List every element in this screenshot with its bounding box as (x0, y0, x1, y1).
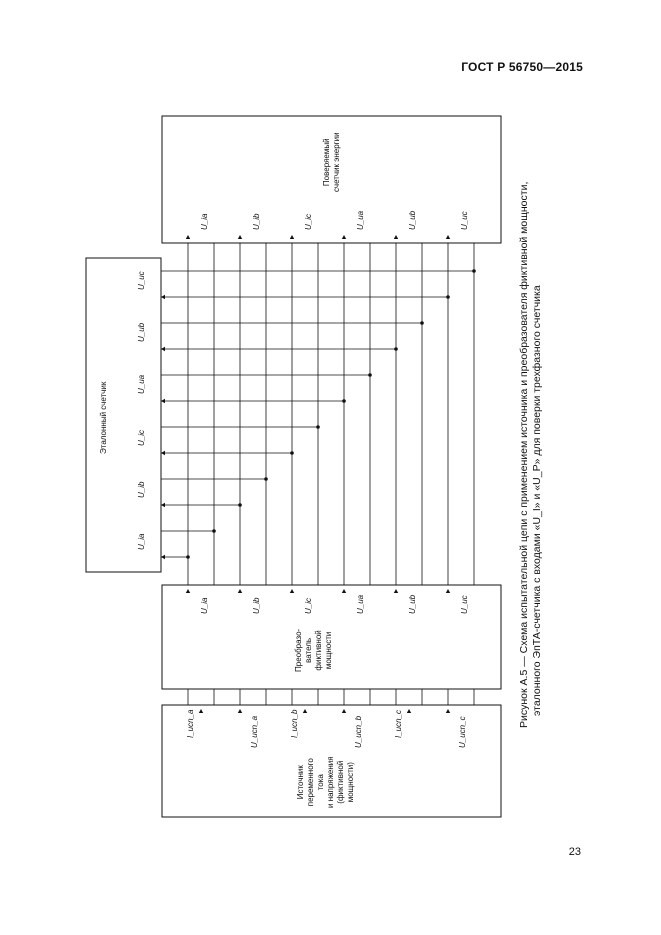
junction-dot (290, 451, 294, 455)
input-arrow (161, 399, 165, 403)
input-arrow (342, 589, 346, 593)
tested-input-label: U_ua (356, 210, 365, 230)
input-arrow (161, 503, 165, 507)
document-header: ГОСТ Р 56750—2015 (461, 60, 583, 74)
junction-dot (420, 321, 424, 325)
input-arrow (446, 589, 450, 593)
input-arrow (186, 589, 190, 593)
converter-output-label: U_ib (252, 597, 261, 614)
page-number: 23 (568, 846, 581, 858)
converter-output-label: U_ia (200, 597, 209, 614)
reference-meter-box (86, 258, 161, 572)
input-arrow (199, 709, 203, 713)
junction-dot (238, 503, 242, 507)
junction-dot (472, 269, 476, 273)
input-arrow (303, 709, 307, 713)
input-arrow (238, 709, 242, 713)
junction-dot (186, 555, 190, 559)
input-arrow (186, 235, 190, 239)
input-arrow (446, 235, 450, 239)
source-output-label: I_ucn_c (394, 709, 403, 738)
input-arrow (238, 589, 242, 593)
source-output-label: U_ucn_c (458, 716, 467, 748)
source-output-label: I_ucn_b (290, 709, 299, 738)
source-output-label: U_ucn_a (250, 715, 259, 748)
junction-dot (368, 373, 372, 377)
converter-output-label: U_ic (304, 597, 313, 614)
junction-dot (316, 425, 320, 429)
reference-input-label: U_uc (137, 271, 146, 290)
junction-dot (212, 529, 216, 533)
junction-dot (342, 399, 346, 403)
converter-output-label: U_uc (460, 595, 469, 614)
input-arrow (342, 235, 346, 239)
tested-input-label: U_ia (200, 213, 209, 230)
junction-dot (446, 295, 450, 299)
input-arrow (342, 709, 346, 713)
converter-output-label: U_ub (408, 594, 417, 614)
input-arrow (161, 295, 165, 299)
reference-meter-label: Эталонный счетчик (99, 381, 108, 454)
input-arrow (407, 709, 411, 713)
input-arrow (161, 555, 165, 559)
tested-input-label: U_uc (460, 211, 469, 230)
figure-caption: Рисунок А.5 — Схема испытательной цепи с применением источника и преобразователя фиктивной мощности, эталонного ЭпТА-счетчика с входами «U_I» и «U_P» для поверки трехфазного счетчика (518, 181, 543, 728)
input-arrow (394, 589, 398, 593)
junction-dot (264, 477, 268, 481)
source-output-label: I_ucn_a (186, 709, 195, 738)
reference-input-label: U_ic (137, 429, 146, 446)
input-arrow (238, 235, 242, 239)
source-output-label: U_ucn_b (354, 715, 363, 748)
input-arrow (290, 235, 294, 239)
converter-label: Преобразо- ватель фиктивной мощности (294, 628, 333, 672)
converter-output-label: U_ua (356, 594, 365, 614)
input-arrow (290, 589, 294, 593)
input-arrow (446, 709, 450, 713)
input-arrow (161, 347, 165, 351)
reference-input-label: U_ua (137, 374, 146, 394)
tested-input-label: U_ic (304, 213, 313, 230)
reference-input-label: U_ub (137, 322, 146, 342)
junction-dot (394, 347, 398, 351)
tested-meter-label: Поверяемый счетчик энергии (322, 132, 341, 192)
reference-input-label: U_ia (137, 533, 146, 550)
reference-input-label: U_ib (137, 481, 146, 498)
input-arrow (394, 235, 398, 239)
tested-input-label: U_ub (408, 210, 417, 230)
input-arrow (161, 451, 165, 455)
source-label: Источник переменного тока и напряжения (фиктивной мощности) (296, 756, 355, 808)
tested-input-label: U_ib (252, 213, 261, 230)
